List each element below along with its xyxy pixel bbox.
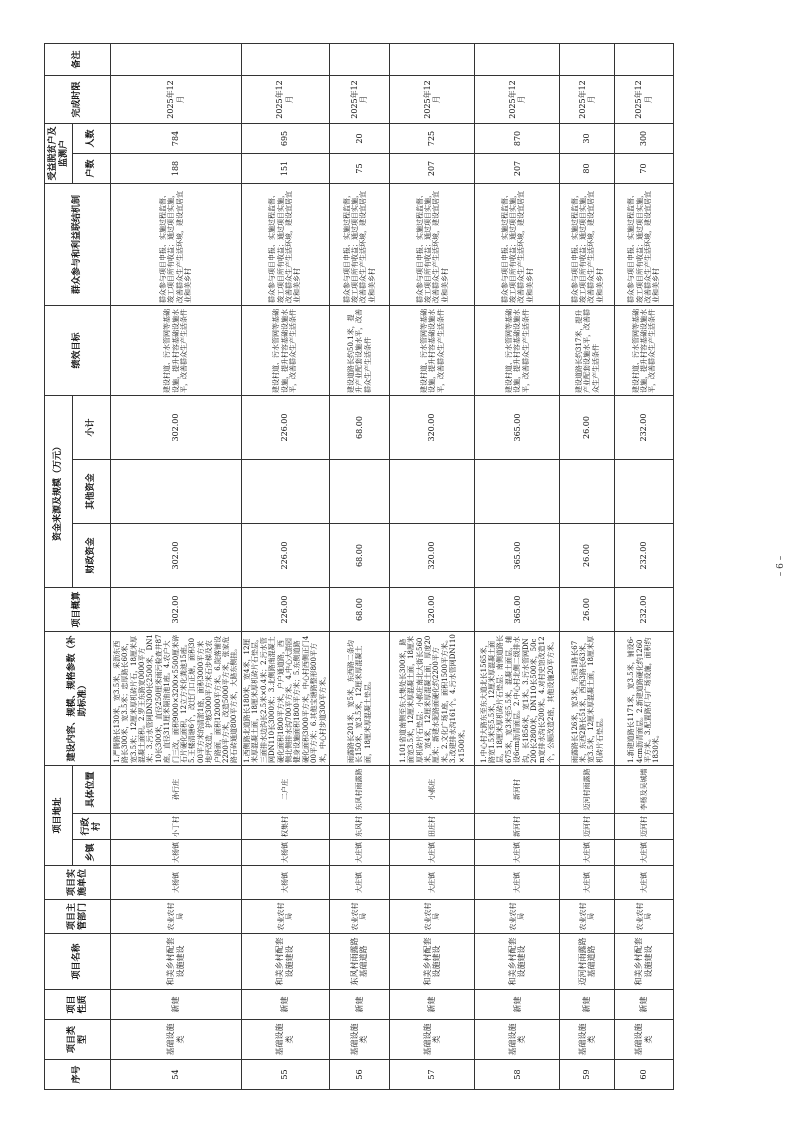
header-name: 项目名称 <box>45 934 111 990</box>
site-cell: 小郝庄 <box>390 766 475 814</box>
header-village: 行政村 <box>73 814 111 840</box>
fiscal-cell: 226.00 <box>241 524 329 588</box>
implementer-cell: 大庄镇 <box>615 866 674 900</box>
header-deadline: 完成时限 <box>45 75 111 123</box>
nature-cell: 新建 <box>615 990 674 1020</box>
target-cell: 建设道路长约317米，提升产业配套设施水平，改善群众生产生活条件 <box>560 306 615 396</box>
fiscal-cell: 365.00 <box>475 524 560 588</box>
content-cell: 1.101省道南侧至东大集处长300米，路面宽3.5米，12厘米厚混凝土面，18厘米厚机砖片石垫层；小郝庄南北大街长560米，宽4米，12厘米厚混凝土面，厚度20厘米；新建水泥路面硬化约2200平方米。2.文化广场1座，面积1500平方米。3.改建排水沟161个。4.污水管网DN110×1500米。 <box>390 632 475 766</box>
seq-cell: 56 <box>329 1060 390 1090</box>
remark-cell <box>390 43 475 75</box>
implementer-cell: 大杨镇 <box>111 866 242 900</box>
table-row <box>241 43 329 1089</box>
seq-cell: 60 <box>615 1060 674 1090</box>
target-cell: 建设村道、污水管网等基础设施，提升村容基础设施水平，改善群众生产生活条件 <box>475 306 560 396</box>
township-cell: 大杨镇 <box>111 840 242 866</box>
deadline-cell: 2025年12月 <box>241 75 329 123</box>
village-cell: 迈河村 <box>615 814 674 840</box>
households-cell: 207 <box>475 154 560 184</box>
other-cell <box>615 460 674 524</box>
site-cell: 孙行庄 <box>111 766 242 814</box>
deadline-cell: 2025年12月 <box>475 75 560 123</box>
type-cell: 基础设施类 <box>615 1020 674 1060</box>
header-target: 绩效目标 <box>45 306 111 396</box>
authority-cell: 农业农村局 <box>241 900 329 934</box>
township-cell: 大庄镇 <box>615 840 674 866</box>
deadline-cell: 2025年12月 <box>560 75 615 123</box>
people-cell: 30 <box>560 123 615 153</box>
header-budget: 项目概算 <box>45 588 111 632</box>
table-row <box>329 43 390 1089</box>
target-cell: 建设村道、污水管网等基础设施，提升村容基础设施水平，改善群众生产生活条件 <box>111 306 242 396</box>
header-type: 项目类型 <box>45 1020 111 1060</box>
subtotal-cell: 68.00 <box>329 396 390 460</box>
site-cell: 新河村 <box>475 766 560 814</box>
header-site: 具体位置 <box>73 766 111 814</box>
people-cell: 300 <box>615 123 674 153</box>
nature-cell: 新建 <box>241 990 329 1020</box>
remark-cell <box>329 43 390 75</box>
nature-cell: 新建 <box>111 990 242 1020</box>
header-mechanism: 群众参与和利益联结机制 <box>45 184 111 306</box>
type-cell: 基础设施类 <box>329 1020 390 1060</box>
households-cell: 207 <box>390 154 475 184</box>
implementer-cell: 大杨镇 <box>241 866 329 900</box>
remark-cell <box>560 43 615 75</box>
target-cell: 建设村道、污水管网等基础设施，提升村容基础设施水平，改善群众生产生活条件 <box>615 306 674 396</box>
table-row <box>111 43 242 1089</box>
fiscal-cell: 302.00 <box>111 524 242 588</box>
implementer-cell: 大庄镇 <box>390 866 475 900</box>
nature-cell: 新建 <box>560 990 615 1020</box>
fiscal-cell: 232.00 <box>615 524 674 588</box>
name-cell: 迈河村雨露路基础道路 <box>560 934 615 990</box>
target-cell: 建设村道、污水管网等基础设施，提升村容基础设施水平，改善群众生产生活条件 <box>241 306 329 396</box>
header-content: 建设内容、规模、规格参数（补助标准） <box>45 632 111 766</box>
content-cell: 1.西侧路北道路长180米，宽4米，12厘米厚混凝土面，18厘米厚机砖片石垫层，三面排水边沟长2.5米×0.4米；2.污水管网DN110长3000米；3.北侧路南混凝土硬化面积1800平方米，户户通道路，西侧北侧排水沟700平方米。4.中心大游园健身设施面积1800平方米；5.东侧道路硬化面积3000平方米，中心村西侧正门400平方米；6.其他宝塘路整形800平方米，中心村步道300平方米。 <box>241 632 329 766</box>
rotated-table-sheet <box>44 44 674 1090</box>
authority-cell: 农业农村局 <box>111 900 242 934</box>
people-cell: 725 <box>390 123 475 153</box>
village-cell: 田庄村 <box>390 814 475 840</box>
table-row <box>475 43 560 1089</box>
seq-cell: 57 <box>390 1060 475 1090</box>
mechanism-cell: 群众参与项目申报、实施过程监督、竣工项目所有收益；通过项目实施，改善群众生产生活环境，建设宜居宜业和美乡村 <box>241 184 329 306</box>
deadline-cell: 2025年12月 <box>615 75 674 123</box>
content-cell: 1.中心村大路东至东大道北长1565米，路宽1.5米至5.5米，12厘米厚混凝土面层，18厘米厚机砖片石垫层；南侧道路长675米，宽3米至5.5米，混凝土面层，辅设6cm沥青面层。2.中心村北侧二级排水沟，长1856米，宽1米。3.污水管网DN200长2800米，DN110长500米，50cm宽排水沟长200米。4.对村史馆改造12个，公厕改造2座，其他设施20平方米。 <box>475 632 560 766</box>
header-households: 户数 <box>73 154 111 184</box>
remark-cell <box>111 43 242 75</box>
site-cell: 迈河村雨露路 <box>560 766 615 814</box>
village-cell: 权集村 <box>241 814 329 840</box>
mechanism-cell: 群众参与项目申报、实施过程监督、竣工项目所有收益；通过项目实施，改善群众生产生活环境，建设宜居宜业和美乡村 <box>615 184 674 306</box>
mechanism-cell: 群众参与项目申报、实施过程监督，竣工项目所有收益；通过项目实施，改善群众生产生活环境，建设宜居宜业和美乡村 <box>329 184 390 306</box>
village-cell: 新河村 <box>475 814 560 840</box>
village-cell: 迈河村 <box>560 814 615 840</box>
header-implementer: 项目实施单位 <box>45 866 111 900</box>
nature-cell: 新建 <box>390 990 475 1020</box>
fiscal-cell: 26.00 <box>560 524 615 588</box>
households-cell: 188 <box>111 154 242 184</box>
header-subtotal: 小计 <box>73 396 111 460</box>
township-cell: 大杨镇 <box>241 840 329 866</box>
mechanism-cell: 群众参与项目申报、实施过程监督、竣工项目所有收益；通过项目实施，改善群众生产生活环境，建设宜居宜业和美乡村 <box>475 184 560 306</box>
village-cell: 小丁村 <box>111 814 242 840</box>
type-cell: 基础设施类 <box>241 1020 329 1060</box>
authority-cell: 农业农村局 <box>475 900 560 934</box>
other-cell <box>329 460 390 524</box>
header-seq: 序号 <box>45 1060 111 1090</box>
people-cell: 784 <box>111 123 242 153</box>
nature-cell: 新建 <box>329 990 390 1020</box>
remark-cell <box>475 43 560 75</box>
seq-cell: 59 <box>560 1060 615 1090</box>
name-cell: 和美乡村配套设施建设 <box>390 934 475 990</box>
township-cell: 大庄镇 <box>560 840 615 866</box>
authority-cell: 农业农村局 <box>615 900 674 934</box>
page-number: – 6 – <box>776 555 787 577</box>
budget-cell: 68.00 <box>329 588 390 632</box>
mechanism-cell: 群众参与项目申报、实施过程监督、竣工项目所有收益；通过项目实施，改善群众生产生活环境，建设宜居宜业和美乡村 <box>390 184 475 306</box>
header-authority: 项目主管部门 <box>45 900 111 934</box>
mechanism-cell: 群众参与项目申报、实施过程监督，竣工项目所有收益；通过项目实施，改善群众生产生活环境，建设宜居宜业和美乡村 <box>560 184 615 306</box>
subtotal-cell: 226.00 <box>241 396 329 460</box>
remark-cell <box>615 43 674 75</box>
type-cell: 基础设施类 <box>111 1020 242 1060</box>
name-cell: 东风村雨露路基础道路 <box>329 934 390 990</box>
people-cell: 20 <box>329 123 390 153</box>
target-cell: 建设村道、污水管网等基础设施，提升村容基础设施水平，改善群众生产生活条件 <box>390 306 475 396</box>
type-cell: 基础设施类 <box>390 1020 475 1060</box>
site-cell: 东风村雨露路 <box>329 766 390 814</box>
content-cell: 1.严腾路长130米，宽3.5米，采沥东西路长300米，宽3.5米；忠厚路长60米，宽3.5米；12厘米厚机砖片石，18厘米厚混凝土面积。2.罗王东路宽0000平方米；3.污水管网DN300长2500米，DN110长300米，直径250厘米雨污检查井87座，直径311厘米隔油池1座。4.农户大门三改，面积9000×3200×5500厘米碎石片硬化面积，12立方米化粪池15座。5.王楼清塘6个，改迁门口正塘，面积3000平方米的清淤1座，面积3000平方米地坪改造，护坡3000平方米石步梯及农户路面，面积12000平方米。6.院落铺设2200平方米，改造5000平方米，张家危路石砖通道800平方米，大路东侧挂。 <box>111 632 242 766</box>
fiscal-cell: 320.00 <box>390 524 475 588</box>
households-cell: 151 <box>241 154 329 184</box>
header-funding: 资金来源及规模（万元） <box>45 396 73 588</box>
people-cell: 870 <box>475 123 560 153</box>
name-cell: 和美乡村配套设施建设 <box>111 934 242 990</box>
township-cell: 大庄镇 <box>475 840 560 866</box>
other-cell <box>241 460 329 524</box>
other-cell <box>475 460 560 524</box>
implementer-cell: 大庄镇 <box>475 866 560 900</box>
header-remark: 备注 <box>45 43 111 75</box>
name-cell: 和美乡村配套设施建设 <box>241 934 329 990</box>
village-cell: 东风村 <box>329 814 390 840</box>
type-cell: 基础设施类 <box>560 1020 615 1060</box>
target-cell: 建设道路长约50.1米，提升产业配套设施水平，改善群众生产生活条件 <box>329 306 390 396</box>
header-fiscal: 财政资金 <box>73 524 111 588</box>
header-other: 其他资金 <box>73 460 111 524</box>
mechanism-cell: 群众参与项目申报、实施过程监督、竣工项目所有收益；通过项目实施，改善群众生产生活环境，建设宜居宜业和美乡村 <box>111 184 242 306</box>
implementer-cell: 大庄镇 <box>329 866 390 900</box>
subtotal-cell: 320.00 <box>390 396 475 460</box>
budget-cell: 226.00 <box>241 588 329 632</box>
budget-cell: 232.00 <box>615 588 674 632</box>
other-cell <box>111 460 242 524</box>
households-cell: 75 <box>329 154 390 184</box>
header-people: 人数 <box>73 123 111 153</box>
content-cell: 雨露路长201米，宽5米，东西路二条均长150米，宽3.5米，12厘米厚混凝土面，18厘米厚混凝土垫层。 <box>329 632 390 766</box>
table-row <box>390 43 475 1089</box>
content-cell: 雨露路长126米，宽3米，东西1路长67米，东西2路长51米，西西3路长63米，宽3.5米，12厘米厚混凝土面，18厘米厚机砖片石垫层。 <box>560 632 615 766</box>
other-cell <box>560 460 615 524</box>
project-table <box>44 43 674 1090</box>
authority-cell: 农业农村局 <box>329 900 390 934</box>
authority-cell: 农业农村局 <box>560 900 615 934</box>
content-cell: 1.新建道路长1171米，宽3.5米，铺设6-4cm沥青面层。2.新建道路硬化约1260平方米。3.配置路灯与广场设施，面积约1830米。 <box>615 632 674 766</box>
subtotal-cell: 302.00 <box>111 396 242 460</box>
table-body <box>111 43 674 1089</box>
budget-cell: 302.00 <box>111 588 242 632</box>
deadline-cell: 2025年12月 <box>390 75 475 123</box>
name-cell: 和美乡村配套设施建设 <box>615 934 674 990</box>
implementer-cell: 大庄镇 <box>560 866 615 900</box>
people-cell: 695 <box>241 123 329 153</box>
subtotal-cell: 26.00 <box>560 396 615 460</box>
subtotal-cell: 365.00 <box>475 396 560 460</box>
table-row <box>560 43 615 1089</box>
budget-cell: 365.00 <box>475 588 560 632</box>
fiscal-cell: 68.00 <box>329 524 390 588</box>
header-location: 项目地址 <box>45 766 73 866</box>
households-cell: 70 <box>615 154 674 184</box>
seq-cell: 54 <box>111 1060 242 1090</box>
budget-cell: 320.00 <box>390 588 475 632</box>
site-cell: 李杨及吴城墙 <box>615 766 674 814</box>
header-nature: 项目性质 <box>45 990 111 1020</box>
remark-cell <box>241 43 329 75</box>
township-cell: 大庄镇 <box>329 840 390 866</box>
nature-cell: 新建 <box>475 990 560 1020</box>
budget-cell: 26.00 <box>560 588 615 632</box>
header-beneficiary: 受益脱贫户及监测户 <box>45 123 73 183</box>
seq-cell: 55 <box>241 1060 329 1090</box>
header-township: 乡镇 <box>73 840 111 866</box>
site-cell: 二户庄 <box>241 766 329 814</box>
table-row <box>615 43 674 1089</box>
subtotal-cell: 232.00 <box>615 396 674 460</box>
type-cell: 基础设施类 <box>475 1020 560 1060</box>
township-cell: 大庄镇 <box>390 840 475 866</box>
authority-cell: 农业农村局 <box>390 900 475 934</box>
other-cell <box>390 460 475 524</box>
deadline-cell: 2025年12月 <box>329 75 390 123</box>
deadline-cell: 2025年12月 <box>111 75 242 123</box>
name-cell: 和美乡村配套设施建设 <box>475 934 560 990</box>
households-cell: 80 <box>560 154 615 184</box>
seq-cell: 58 <box>475 1060 560 1090</box>
